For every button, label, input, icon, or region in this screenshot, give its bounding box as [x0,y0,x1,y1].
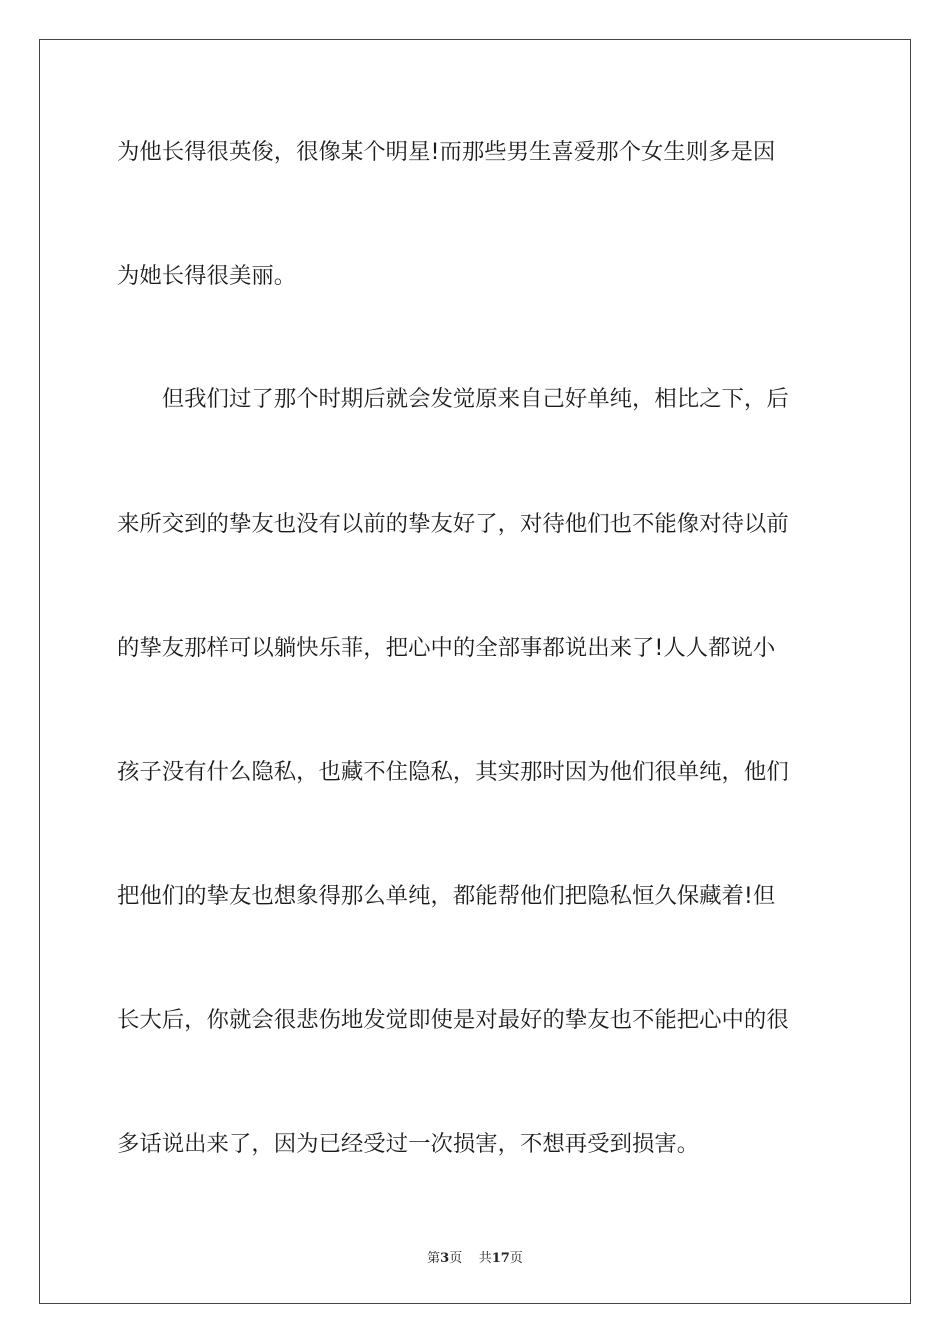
body-text-line: 来所交到的挚友也没有以前的挚友好了，对待他们也不能像对待以前 [117,511,789,537]
total-pages: 17 [491,1251,510,1266]
total-prefix: 共 [478,1251,492,1266]
body-text-line: 的挚友那样可以躺快乐菲，把心中的全部事都说出来了!人人都说小 [117,635,776,661]
page-border [39,39,911,1304]
page-number: 3 [440,1251,450,1266]
body-text-line: 长大后，你就会很悲伤地发觉即使是对最好的挚友也不能把心中的很 [117,1007,789,1033]
page-footer [0,1247,950,1266]
body-text-line: 把他们的挚友也想象得那么单纯，都能帮他们把隐私恒久保藏着!但 [117,883,776,909]
page-prefix: 第 [427,1251,441,1266]
page-suffix: 页 [449,1251,463,1266]
body-text-line: 多话说出来了，因为已经受过一次损害，不想再受到损害。 [117,1131,700,1157]
body-text-line: 为她长得很美丽。 [117,263,297,289]
body-text-line: 孩子没有什么隐私，也藏不住隐私，其实那时因为他们很单纯，他们 [117,759,789,785]
body-text-line: 为他长得很英俊，很像某个明星!而那些男生喜爱那个女生则多是因 [117,139,776,165]
body-text-line: 但我们过了那个时期后就会发觉原来自己好单纯，相比之下，后 [117,386,789,412]
total-suffix: 页 [509,1251,523,1266]
